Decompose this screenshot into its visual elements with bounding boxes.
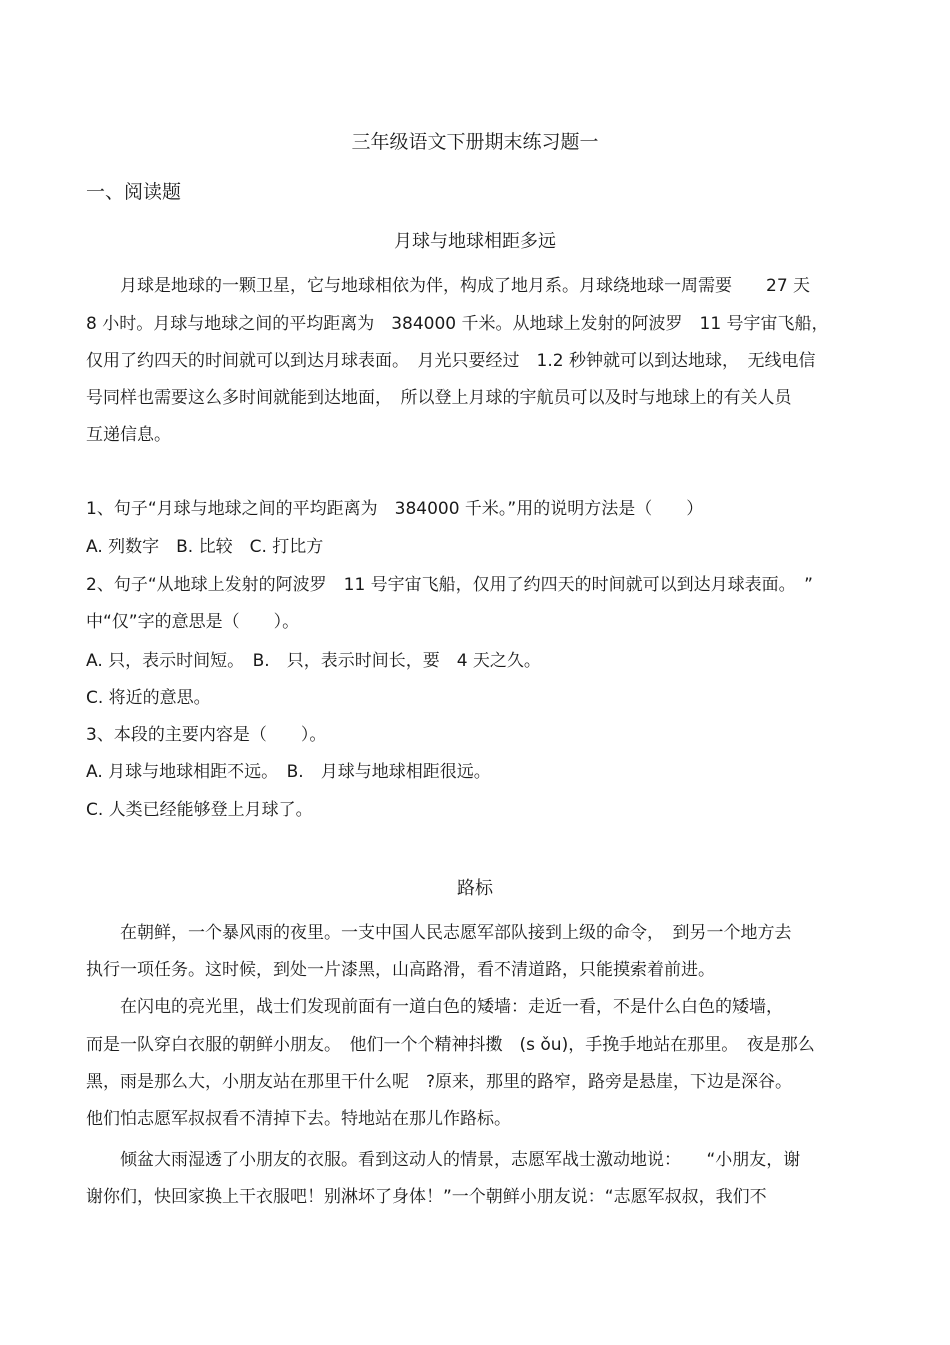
passage-title: 路标 <box>457 878 493 899</box>
passage-line: 倾盆大雨湿透了小朋友的衣服。看到这动人的情景，志愿军战士激动地说： “小朋友，谢 <box>86 1150 801 1170</box>
passage-line: 谢你们，快回家换上干衣服吧！别淋坏了身体！”一个朝鲜小朋友说：“志愿军叔叔，我们不 <box>86 1187 767 1207</box>
passage-line: 互递信息。 <box>86 425 171 445</box>
question-line: 1、句子“月球与地球之间的平均距离为 384000 千米。”用的说明方法是（ ） <box>86 499 704 519</box>
passage-line: 8 小时。月球与地球之间的平均距离为 384000 千米。从地球上发射的阿波罗 11 号宇宙飞船， <box>86 314 829 334</box>
passage-line: 月球是地球的一颗卫星，它与地球相依为伴，构成了地月系。月球绕地球一周需要 27 天 <box>86 276 811 296</box>
question-options: C. 将近的意思。 <box>86 688 211 708</box>
passage-line: 执行一项任务。这时候，到处一片漆黑，山高路滑，看不清道路，只能摸索着前进。 <box>86 960 715 980</box>
passage-line: 他们怕志愿军叔叔看不清掉下去。特地站在那儿作路标。 <box>86 1109 511 1129</box>
section-heading-reading: 一、阅读题 <box>86 181 182 203</box>
passage-title: 月球与地球相距多远 <box>394 231 556 252</box>
question-options: A. 列数字 B. 比较 C. 打比方 <box>86 537 324 557</box>
passage-line: 号同样也需要这么多时间就能到达地面， 所以登上月球的宇航员可以及时与地球上的有关人员 <box>86 388 792 408</box>
question-line: 3、本段的主要内容是（ ）。 <box>86 725 327 745</box>
question-line: 中“仅”字的意思是（ ）。 <box>86 612 300 632</box>
question-options: C. 人类已经能够登上月球了。 <box>86 800 313 820</box>
question-options: A. 只，表示时间短。 B. 只，表示时间长，要 4 天之久。 <box>86 651 541 671</box>
question-line: 2、句子“从地球上发射的阿波罗 11 号宇宙飞船，仅用了约四天的时间就可以到达月球表面。 ” <box>86 575 813 595</box>
passage-line: 在闪电的亮光里，战士们发现前面有一道白色的矮墙：走近一看，不是什么白色的矮墙， <box>86 997 783 1017</box>
passage-line: 在朝鲜，一个暴风雨的夜里。一支中国人民志愿军部队接到上级的命令， 到另一个地方去 <box>86 923 792 943</box>
passage-line: 黑，雨是那么大，小朋友站在那里干什么呢 ?原来，那里的路窄，路旁是悬崖，下边是深谷。 <box>86 1072 793 1092</box>
question-options: A. 月球与地球相距不远。 B. 月球与地球相距很远。 <box>86 762 491 782</box>
passage-line: 仅用了约四天的时间就可以到达月球表面。 月光只要经过 1.2 秒钟就可以到达地球， 无线电信 <box>86 351 816 371</box>
passage-line: 而是一队穿白衣服的朝鲜小朋友。 他们一个个精神抖擞 (s ǒu)，手挽手地站在那里。 夜是那么 <box>86 1035 815 1055</box>
document-title: 三年级语文下册期末练习题一 <box>351 131 599 153</box>
